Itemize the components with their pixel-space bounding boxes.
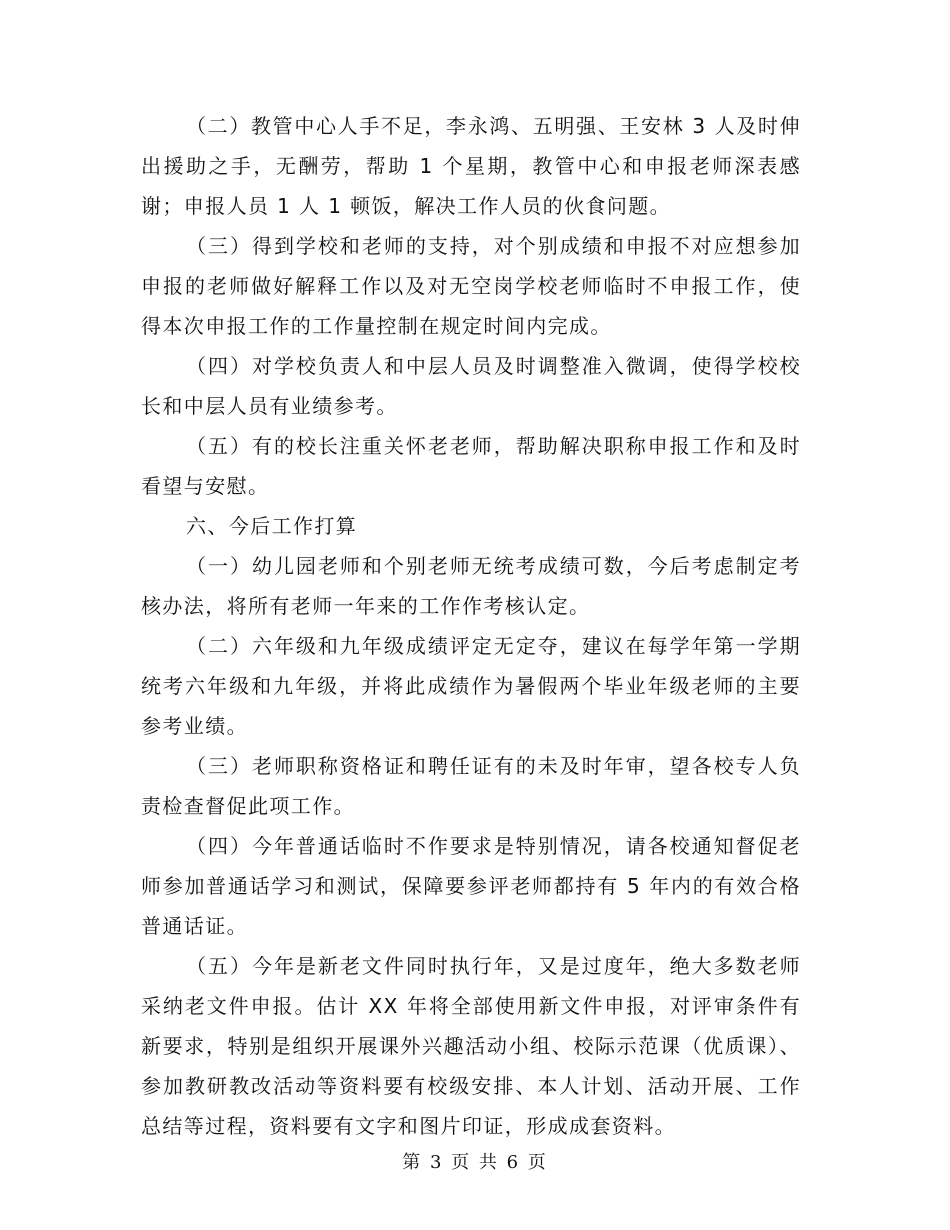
paragraph-3: （三）得到学校和老师的支持，对个别成绩和申报不对应想参加申报的老师做好解释工作以及对无空岗学校老师临时不申报工作，使得本次申报工作的工作量控制在规定时间内完成。 [141, 234, 801, 338]
plan-item-5: （五）今年是新老文件同时执行年，又是过度年，绝大多数老师采纳老文件申报。估计 XX 年将全部使用新文件申报，对评审条件有新要求，特别是组织开展课外兴趣活动小组、校际示范课（优质课）、参加教研教改活动等资料要有校级安排、本人计划、活动开展、工作总结等过程，资料要有文字和图片印证，形成成套资料。 [141, 954, 801, 1138]
document-body [141, 106, 801, 1146]
section-heading-future-plans: 六、今后工作打算 [186, 514, 358, 538]
plan-item-2: （二）六年级和九年级成绩评定无定夺，建议在每学年第一学期统考六年级和九年级，并将此成绩作为暑假两个毕业年级老师的主要参考业绩。 [141, 634, 801, 738]
paragraph-5: （五）有的校长注重关怀老老师，帮助解决职称申报工作和及时看望与安慰。 [141, 434, 801, 498]
page-number-footer: 第 3 页 共 6 页 [402, 1152, 548, 1173]
paragraph-2: （二）教管中心人手不足，李永鸿、五明强、王安林 3 人及时伸出援助之手，无酬劳，帮助 1 个星期，教管中心和申报老师深表感谢；申报人员 1 人 1 顿饭，解决工作人员的伙食问题。 [141, 114, 801, 218]
plan-item-4: （四）今年普通话临时不作要求是特别情况，请各校通知督促老师参加普通话学习和测试，保障要参评老师都持有 5 年内的有效合格普通话证。 [141, 834, 801, 938]
plan-item-3: （三）老师职称资格证和聘任证有的未及时年审，望各校专人负责检查督促此项工作。 [141, 754, 801, 818]
plan-item-1: （一）幼儿园老师和个别老师无统考成绩可数，今后考虑制定考核办法，将所有老师一年来的工作作考核认定。 [141, 554, 801, 618]
paragraph-4: （四）对学校负责人和中层人员及时调整准入微调，使得学校校长和中层人员有业绩参考。 [141, 354, 801, 418]
